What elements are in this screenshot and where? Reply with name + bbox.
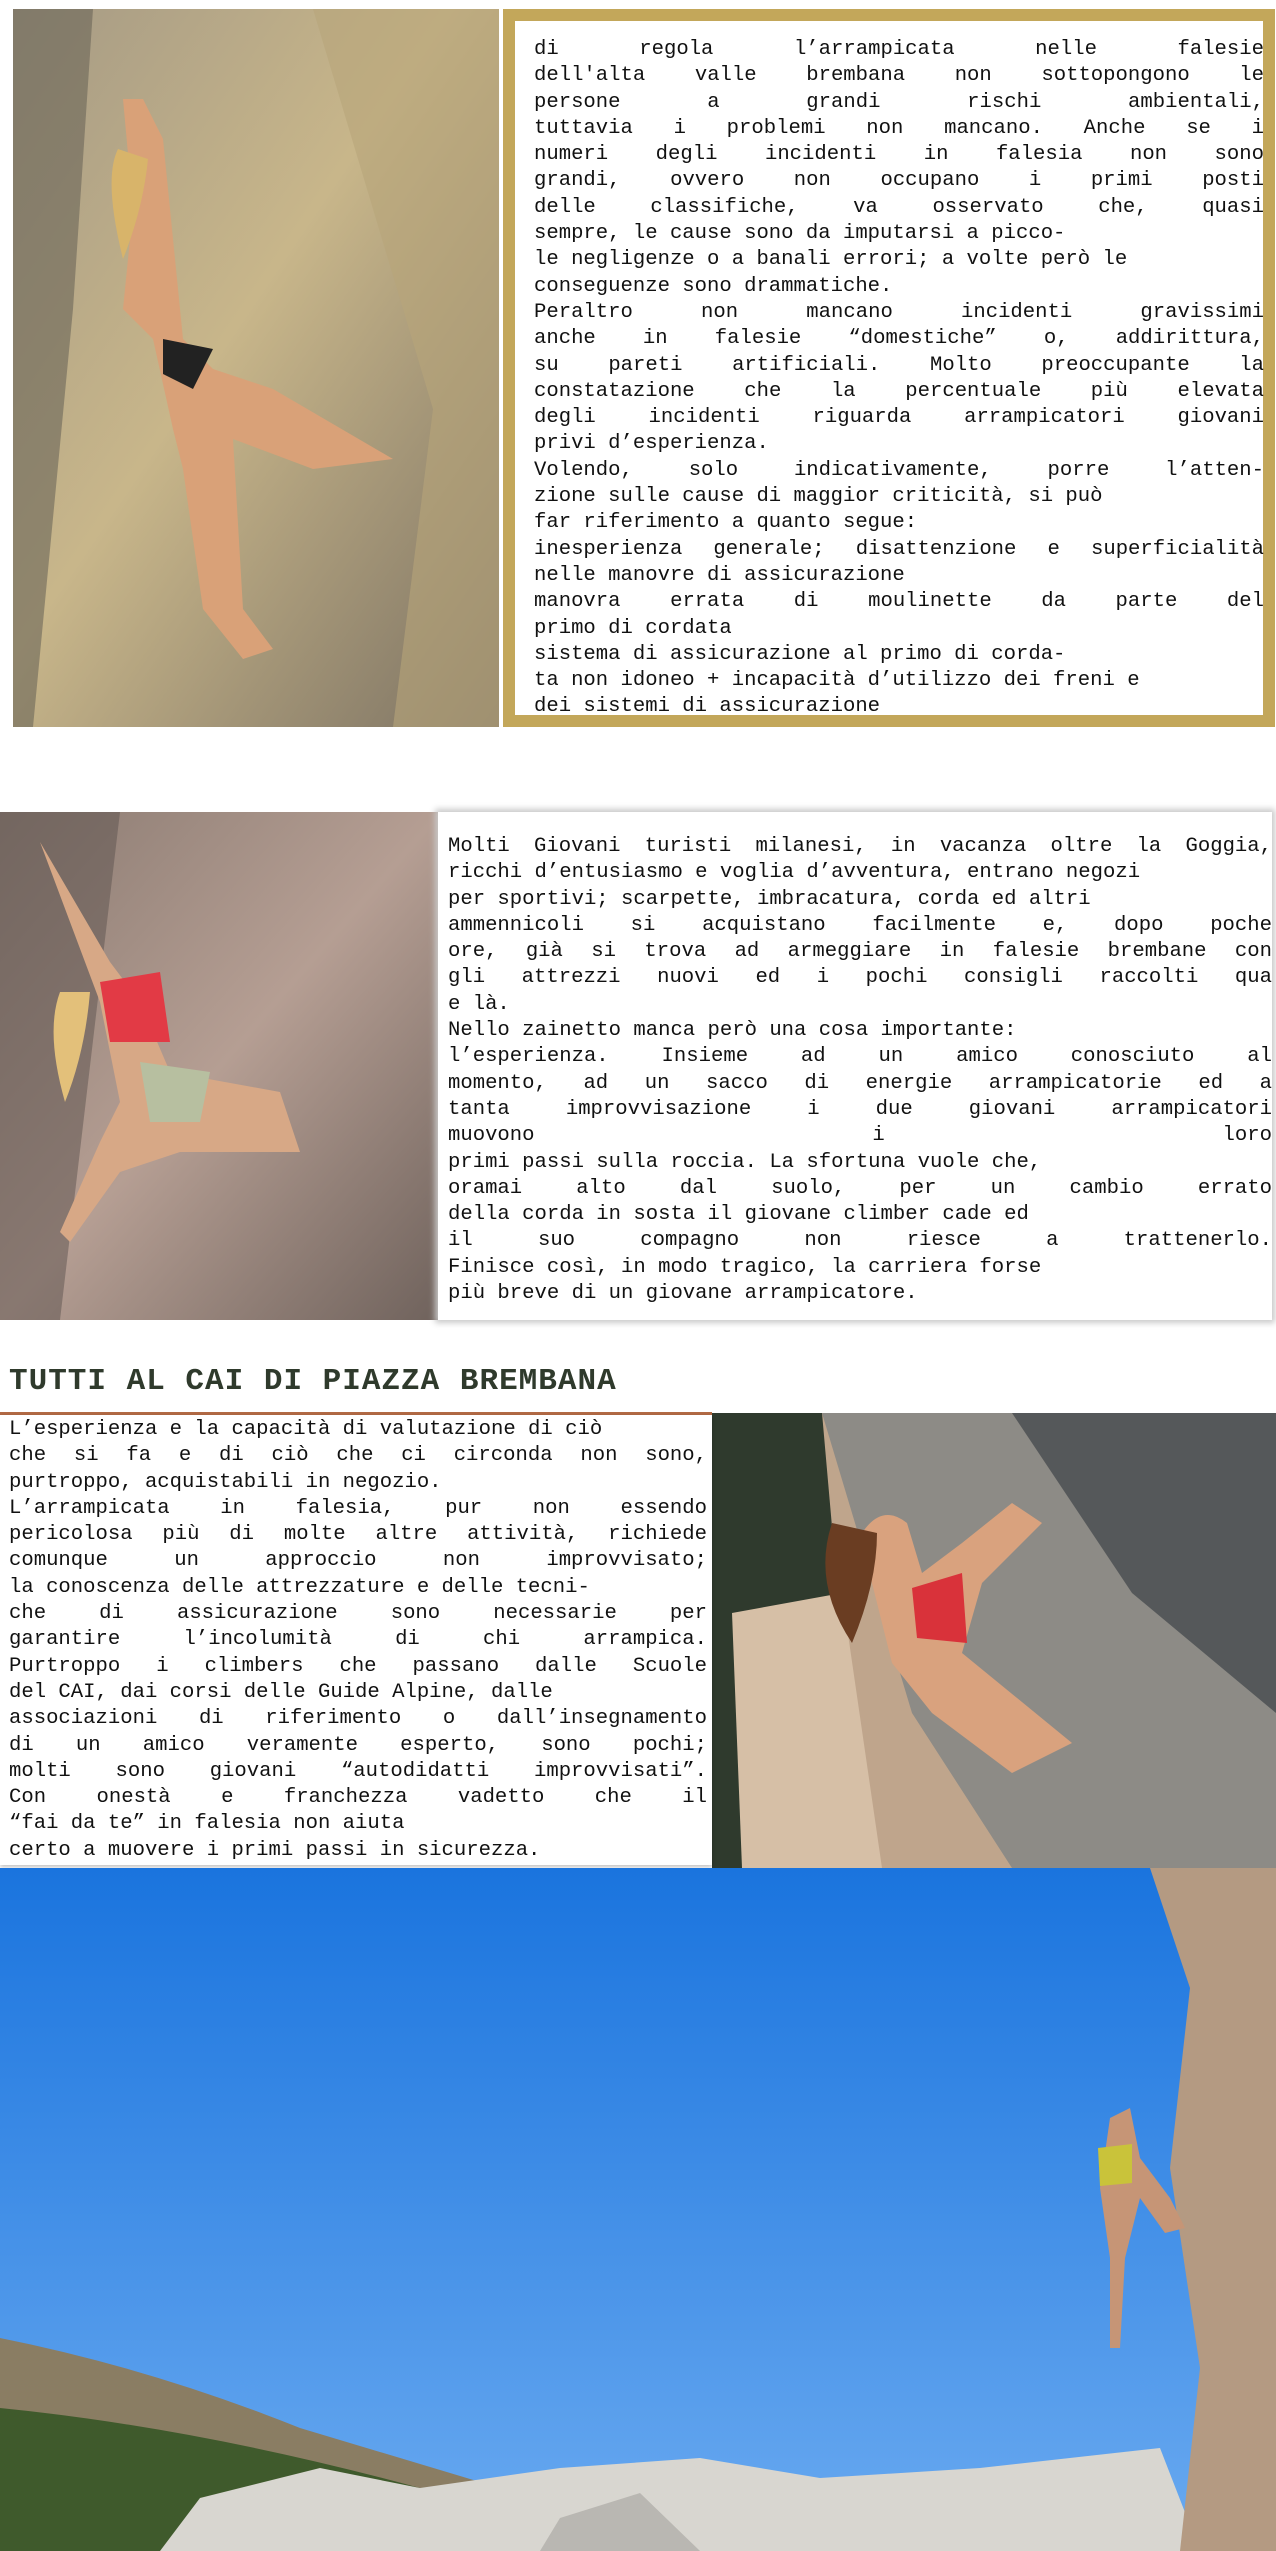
text-box-shadow <box>438 812 1272 1320</box>
text-line: pericolosa più di molte altre attività, richiede <box>9 1523 707 1547</box>
text-line: su pareti artificiali. Molto preoccupante la <box>534 353 1264 377</box>
text-line: primo di cordata <box>534 616 732 640</box>
text-line: Peraltro non mancano incidenti gravissimi <box>534 300 1264 324</box>
text-line: L’esperienza e la capacità di valutazione di ciò <box>9 1418 603 1441</box>
climber-photo-3 <box>712 1413 1276 1868</box>
text-line: primi passi sulla roccia. La sfortuna vuole che, <box>448 1150 1042 1174</box>
text-line: constatazione che la percentuale più elevata <box>534 379 1264 403</box>
text-line: Purtroppo i climbers che passano dalle Scuole <box>9 1654 707 1678</box>
text-line: Con onestà e franchezza vadetto che il <box>9 1786 707 1810</box>
text-line: Volendo, solo indicativamente, porre l’atten- <box>534 458 1264 482</box>
text-line: far riferimento a quanto segue: <box>534 511 918 535</box>
text-line: sempre, le cause sono da imputarsi a picco- <box>534 222 1066 246</box>
climber-photo-2 <box>0 812 442 1320</box>
text-line: zione sulle cause di maggior criticità, si può <box>534 485 1103 509</box>
text-line: tanta improvvisazione i due giovani arrampicatori <box>448 1097 1272 1121</box>
text-line: per sportivi; scarpette, imbracatura, corda ed altri <box>448 887 1091 911</box>
text-line: gli attrezzi nuovi ed i pochi consigli raccolti qua <box>448 966 1272 990</box>
text-line: di un amico veramente esperto, sono pochi; <box>9 1733 707 1757</box>
text-line: inesperienza generale; disattenzione e superficialità <box>534 537 1264 561</box>
text-line: oramai alto dal suolo, per un cambio errato <box>448 1176 1272 1200</box>
text-line: molti sono giovani “autodidatti improvvisati”. <box>9 1759 707 1783</box>
text-line: L’arrampicata in falesia, pur non essendo <box>9 1496 707 1520</box>
text-line: conseguenze sono drammatiche. <box>534 274 893 298</box>
text-line: purtroppo, acquistabili in negozio. <box>9 1470 442 1494</box>
text-line: che si fa e di ciò che ci circonda non sono, <box>9 1444 707 1468</box>
text-line: della corda in sosta il giovane climber cade ed <box>448 1203 1029 1227</box>
text-line: delle classifiche, va osservato che, quasi <box>534 195 1264 219</box>
text-line: la conoscenza delle attrezzature e delle tecni- <box>9 1575 590 1599</box>
text-line: del CAI, dai corsi delle Guide Alpine, dalle <box>9 1680 553 1704</box>
section-heading: TUTTI AL CAI DI PIAZZA BREMBANA <box>9 1364 617 1399</box>
text-line: persone a grandi rischi ambientali, <box>534 90 1264 114</box>
text-line: certo a muovere i primi passi in sicurezza. <box>9 1838 541 1862</box>
text-line: “fai da te” in falesia non aiuta <box>9 1812 405 1836</box>
text-line: associazioni di riferimento o dall’insegnamento <box>9 1707 707 1731</box>
text-line: momento, ad un sacco di energie arrampicatorie ed a <box>448 1071 1272 1095</box>
text-line: Finisce così, in modo tragico, la carriera forse <box>448 1255 1042 1279</box>
climber-photo-1 <box>13 9 499 727</box>
text-line: sistema di assicurazione al primo di corda- <box>534 642 1066 666</box>
text-line: più breve di un giovane arrampicatore. <box>448 1282 918 1306</box>
text-line: privi d’esperienza. <box>534 432 769 456</box>
text-line: che di assicurazione sono necessarie per <box>9 1602 707 1626</box>
paragraph-incidenti <box>534 37 1264 721</box>
text-line: e là. <box>448 992 510 1016</box>
text-line: ammennicoli si acquistano facilmente e, dopo poche <box>448 913 1272 937</box>
text-line: l’esperienza. Insieme ad un amico conosciuto al <box>448 1045 1272 1069</box>
text-line: degli incidenti riguarda arrampicatori giovani <box>534 406 1264 430</box>
text-line: anche in falesie “domestiche” o, addirittura, <box>534 327 1264 351</box>
text-line: ricchi d’entusiasmo e voglia d’avventura, entrano negozi <box>448 861 1141 885</box>
text-line: Nello zainetto manca però una cosa importante: <box>448 1019 1017 1043</box>
text-line: garantire l’incolumità di chi arrampica. <box>9 1628 707 1652</box>
text-line: dell'alta valle brembana non sottopongono le <box>534 64 1264 88</box>
text-line: grandi, ovvero non occupano i primi posti <box>534 169 1264 193</box>
text-line: tuttavia i problemi non mancano. Anche se i <box>534 116 1264 140</box>
text-line: le negligenze o a banali errori; a volte però le <box>534 248 1128 272</box>
paragraph-cai <box>9 1417 707 1864</box>
text-line: comunque un approccio non improvvisato; <box>9 1549 707 1573</box>
text-line: ta non idoneo + incapacità d’utilizzo dei freni e <box>534 669 1140 693</box>
text-box-gold <box>503 9 1275 727</box>
paragraph-turisti <box>448 834 1272 1307</box>
text-line: muovono i loro <box>448 1124 1272 1148</box>
text-line: ore, già si trova ad armeggiare in falesie brembane con <box>448 940 1272 964</box>
text-box-cai <box>0 1415 712 1865</box>
text-line: manovra errata di moulinette da parte del <box>534 590 1264 614</box>
text-line: il suo compagno non riesce a trattenerlo. <box>448 1229 1272 1253</box>
text-line: nelle manovre di assicurazione <box>534 563 905 587</box>
climber-photo-4 <box>0 1868 1276 2551</box>
text-line: numeri degli incidenti in falesia non sono <box>534 143 1264 167</box>
text-line: Molti Giovani turisti milanesi, in vacanza oltre la Goggia, <box>448 835 1272 858</box>
text-line: dei sistemi di assicurazione <box>534 695 881 719</box>
text-line: di regola l’arrampicata nelle falesie <box>534 38 1264 61</box>
